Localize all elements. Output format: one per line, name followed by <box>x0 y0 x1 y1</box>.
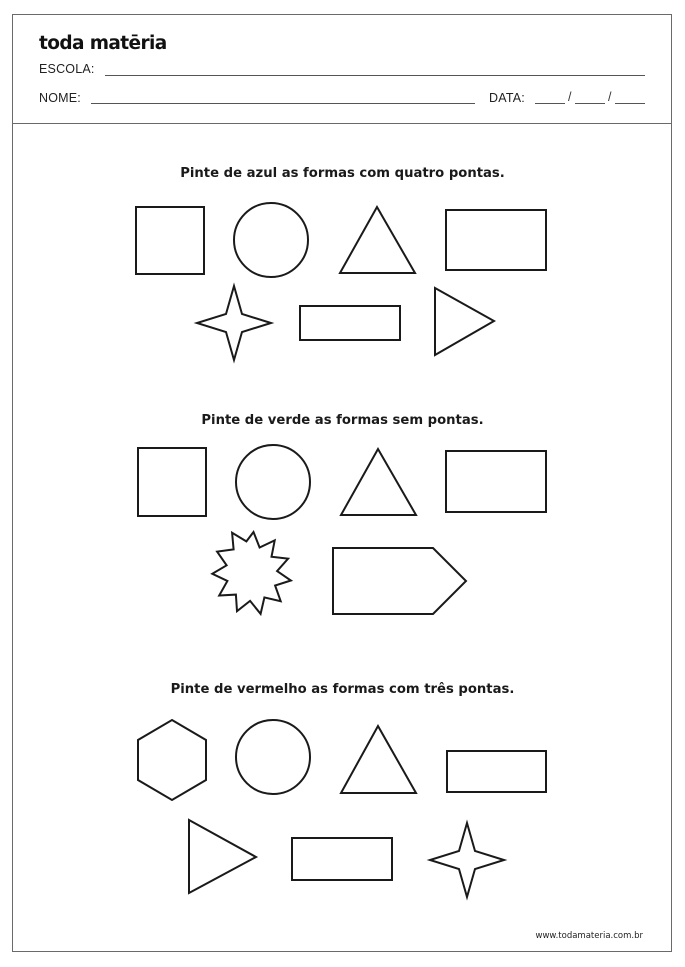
hexagon-shape[interactable] <box>138 720 206 800</box>
circle-shape[interactable] <box>234 203 308 277</box>
instruction-red: Pinte de vermelho as formas com três pontas. <box>170 682 515 697</box>
date-separator: / <box>568 90 572 104</box>
pentagon-arrow-shape[interactable] <box>333 548 466 614</box>
square-shape[interactable] <box>138 448 206 516</box>
twelve-point-star-shape[interactable] <box>212 532 291 614</box>
four-point-star-shape[interactable] <box>197 286 271 360</box>
instruction-blue: Pinte de azul as formas com quatro pontas. <box>180 166 505 181</box>
school-label: ESCOLA: <box>39 62 95 76</box>
rectangle-shape[interactable] <box>300 306 400 340</box>
rectangle-shape[interactable] <box>446 451 546 512</box>
circle-shape[interactable] <box>236 720 310 794</box>
right-triangle-shape[interactable] <box>189 820 256 893</box>
triangle-shape[interactable] <box>341 449 416 515</box>
triangle-shape[interactable] <box>340 207 415 273</box>
circle-shape[interactable] <box>236 445 310 519</box>
website-url[interactable]: www.todamateria.com.br <box>535 931 643 941</box>
square-shape[interactable] <box>136 207 204 274</box>
four-point-star-shape[interactable] <box>430 823 504 897</box>
triangle-shape[interactable] <box>341 726 416 793</box>
brand-logo: toda matēria <box>39 33 167 54</box>
date-separator: / <box>608 90 612 104</box>
name-label: NOME: <box>39 91 81 105</box>
instruction-green: Pinte de verde as formas sem pontas. <box>201 413 484 428</box>
right-triangle-shape[interactable] <box>435 288 494 355</box>
rectangle-shape[interactable] <box>447 751 546 792</box>
date-label: DATA: <box>489 91 525 105</box>
rectangle-shape[interactable] <box>446 210 546 270</box>
rectangle-shape[interactable] <box>292 838 392 880</box>
